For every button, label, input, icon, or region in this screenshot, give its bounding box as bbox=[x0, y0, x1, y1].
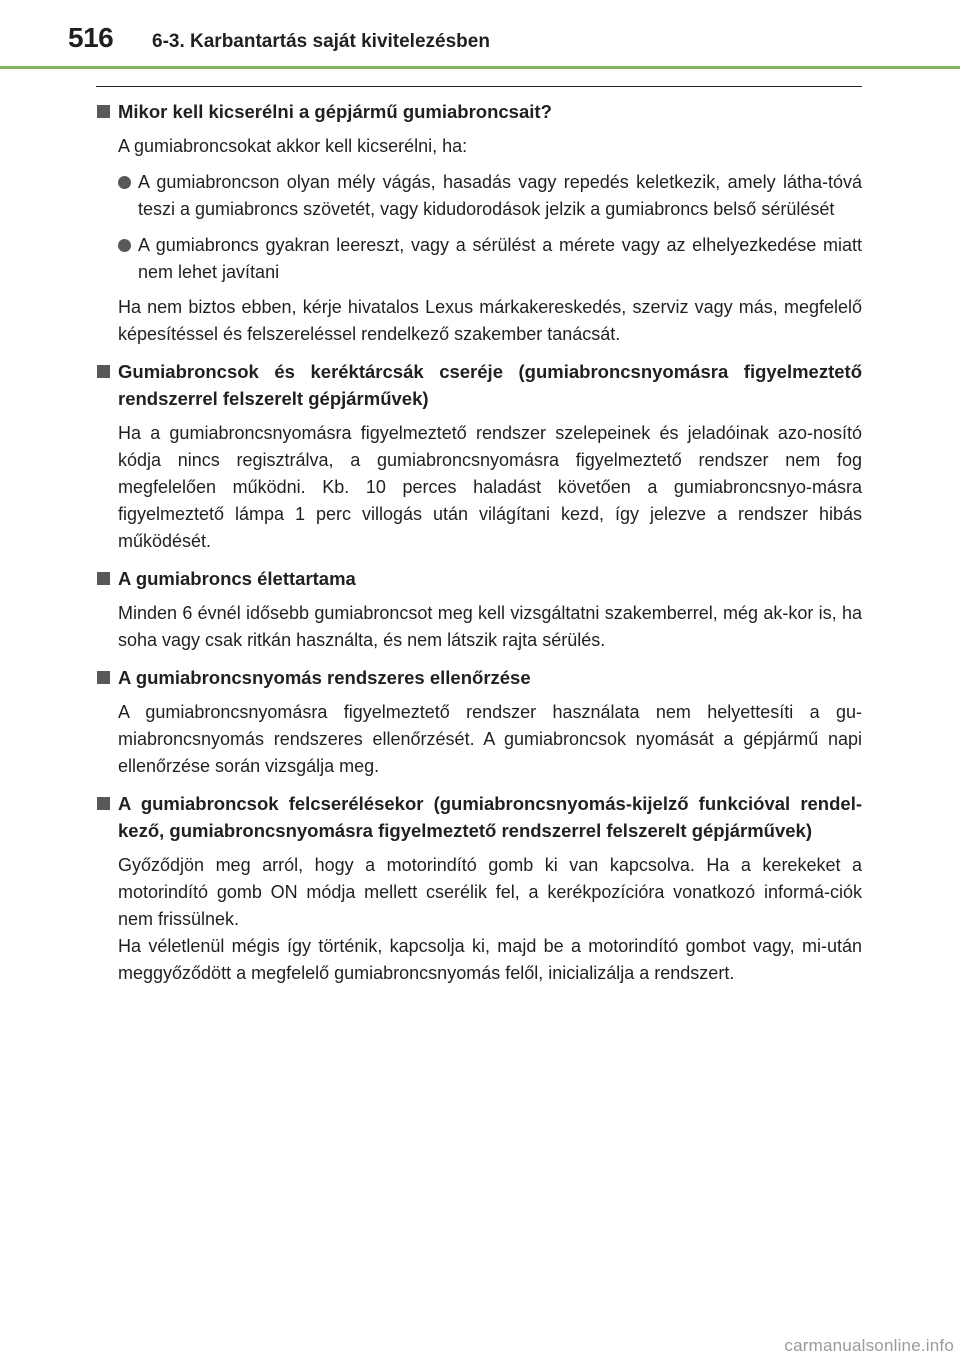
paragraph: Győződjön meg arról, hogy a motorindító gomb ki van kapcsolva. Ha a kerekeket a motorindító gomb ON módja mellett cserélik fel, a kerékpozícióra vonatkozó informá-ciók nem frissülnek. bbox=[118, 855, 862, 929]
page-header bbox=[0, 0, 960, 70]
section-heading: A gumiabroncsnyomás rendszeres ellenőrzése bbox=[96, 664, 862, 691]
content-top-rule bbox=[96, 86, 862, 87]
round-bullet-icon bbox=[118, 176, 131, 189]
paragraph: A gumiabroncsnyomásra figyelmeztető rendszer használata nem helyettesíti a gu-miabroncsnyomás rendszeres ellenőrzését. A gumiabroncsok nyomását a gépjármű napi ellenőrzése során vizsgálja meg. bbox=[118, 702, 862, 776]
section-heading: Gumiabroncsok és keréktárcsák cseréje (gumiabroncsnyomásra figyelmeztető rendszerrel felszerelt gépjárművek) bbox=[96, 358, 862, 412]
list-item: A gumiabroncs gyakran leereszt, vagy a sérülést a mérete vagy az elhelyezkedése miatt nem lehet javítani bbox=[96, 232, 862, 286]
paragraph: Minden 6 évnél idősebb gumiabroncsot meg kell vizsgáltatni szakemberrel, még ak-kor is, ha soha vagy csak ritkán használta, és nem látszik rajta sérülés. bbox=[118, 603, 862, 650]
round-bullet-icon bbox=[118, 239, 131, 252]
paragraph: Ha a gumiabroncsnyomásra figyelmeztető rendszer szelepeinek és jeladóinak azo-nosító kódja nincs regisztrálva, a gumiabroncsnyomásra figyelmeztető rendszer nem fog megfelelően működni. Kb. 10 perces haladást követően a gumiabroncsnyo-másra figyelmeztető lámpa 1 perc villogás után világítani kezd, így jelezve a rendszer hibás működését. bbox=[118, 423, 862, 551]
square-bullet-icon bbox=[97, 797, 110, 810]
square-bullet-icon bbox=[97, 105, 110, 118]
section-heading: Mikor kell kicserélni a gépjármű gumiabroncsait? bbox=[96, 98, 862, 125]
section-heading: A gumiabroncs élettartama bbox=[96, 565, 862, 592]
section-title: 6-3. Karbantartás saját kivitelezésben bbox=[152, 31, 490, 52]
paragraph: Ha véletlenül mégis így történik, kapcsolja ki, majd be a motorindító gombot vagy, mi-után meggyőződött a megfelelő gumiabroncsnyomás felől, inicializálja a rendszert. bbox=[118, 936, 862, 983]
watermark: carmanualsonline.info bbox=[784, 1336, 954, 1355]
square-bullet-icon bbox=[97, 671, 110, 684]
paragraph: A gumiabroncsokat akkor kell kicserélni, ha: bbox=[118, 136, 468, 156]
page-number: 516 bbox=[68, 22, 114, 53]
list-item: A gumiabroncson olyan mély vágás, hasadás vagy repedés keletkezik, amely látha-tóvá teszi a gumiabroncs szövetét, vagy kidudorodások jelzik a gumiabroncs belső sérülését bbox=[96, 169, 862, 223]
paragraph: Ha nem biztos ebben, kérje hivatalos Lexus márkakereskedés, szerviz vagy más, megfelelő képesítéssel és felszereléssel rendelkező szakember tanácsát. bbox=[118, 297, 862, 344]
page-content bbox=[96, 98, 862, 987]
header-rule bbox=[0, 66, 960, 69]
section-heading: A gumiabroncsok felcserélésekor (gumiabroncsnyomás-kijelző funkcióval rendel-kező, gumiabroncsnyomásra figyelmeztető rendszerrel felszerelt gépjárművek) bbox=[96, 790, 862, 844]
square-bullet-icon bbox=[97, 365, 110, 378]
square-bullet-icon bbox=[97, 572, 110, 585]
